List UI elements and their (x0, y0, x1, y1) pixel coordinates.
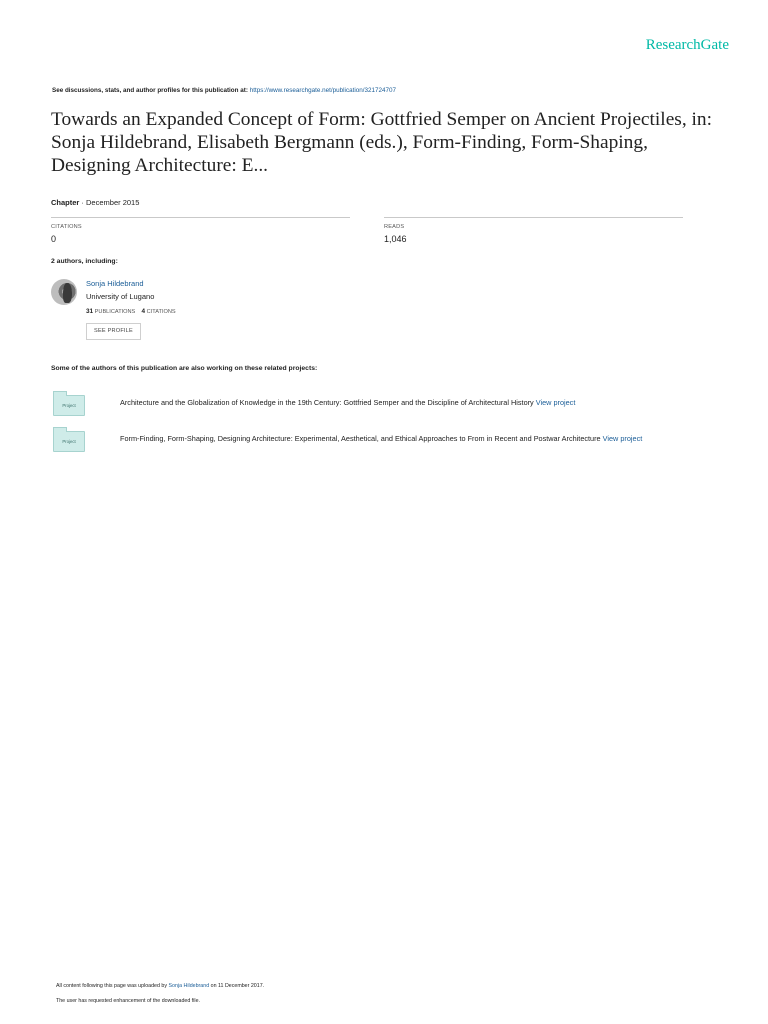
author-publications-count: 31 (86, 308, 94, 315)
project-item (120, 398, 575, 407)
reads-divider (384, 217, 683, 218)
upload-note-suffix: on 11 December 2017. (210, 983, 265, 989)
author-stats (86, 308, 176, 315)
see-profile-button[interactable]: SEE PROFILE (86, 323, 141, 340)
author-name-link[interactable]: Sonja Hildebrand (86, 279, 144, 288)
related-projects-heading: Some of the authors of this publication are also working on these related projects: (51, 365, 318, 372)
researchgate-logo[interactable]: ResearchGate (645, 37, 729, 53)
project-folder-icon[interactable]: Project (53, 395, 85, 416)
citations-label: CITATIONS (51, 224, 82, 230)
project-title: Architecture and the Globalization of Knowledge in the 19th Century: Gottfried Semper and the Discipline of Architectural History (120, 398, 534, 407)
view-project-link[interactable]: View project (602, 434, 643, 443)
publication-date: December 2015 (86, 198, 140, 207)
discussion-text: See discussions, stats, and author profiles for this publication at: (52, 87, 248, 94)
discussion-line (52, 87, 396, 94)
author-citations-label: CITATIONS (146, 309, 176, 315)
author-citations-count: 4 (141, 308, 146, 315)
upload-note-prefix: All content following this page was uploaded by (56, 983, 168, 989)
reads-label: READS (384, 224, 405, 230)
author-publications-label: PUBLICATIONS (94, 309, 136, 315)
project-item (120, 434, 642, 443)
project-folder-icon[interactable]: Project (53, 431, 85, 452)
project-title: Form-Finding, Form-Shaping, Designing Architecture: Experimental, Aesthetical, and Ethical Approaches to From in Recent and Postwar Architecture (120, 434, 601, 443)
author-avatar[interactable] (51, 279, 77, 305)
uploader-link[interactable]: Sonja Hildebrand (168, 983, 210, 989)
authors-heading: 2 authors, including: (51, 258, 118, 265)
reads-value: 1,046 (384, 234, 407, 244)
publication-type: Chapter (51, 198, 80, 207)
citations-value: 0 (51, 234, 57, 244)
enhancement-note: The user has requested enhancement of the downloaded file. (56, 998, 200, 1004)
upload-note (56, 983, 264, 989)
citations-divider (51, 217, 350, 218)
publication-meta (51, 198, 139, 207)
author-institution: University of Lugano (86, 292, 155, 301)
publication-title: Towards an Expanded Concept of Form: Gottfried Semper on Ancient Projectiles, in: Sonja Hildebrand, Elisabeth Bergmann (eds.), Form-Finding, Form-Shaping, Designing Architecture: E... (51, 109, 713, 176)
publication-url-link[interactable]: https://www.researchgate.net/publication/321724707 (249, 87, 397, 94)
meta-separator: · (79, 198, 87, 207)
view-project-link[interactable]: View project (535, 398, 576, 407)
